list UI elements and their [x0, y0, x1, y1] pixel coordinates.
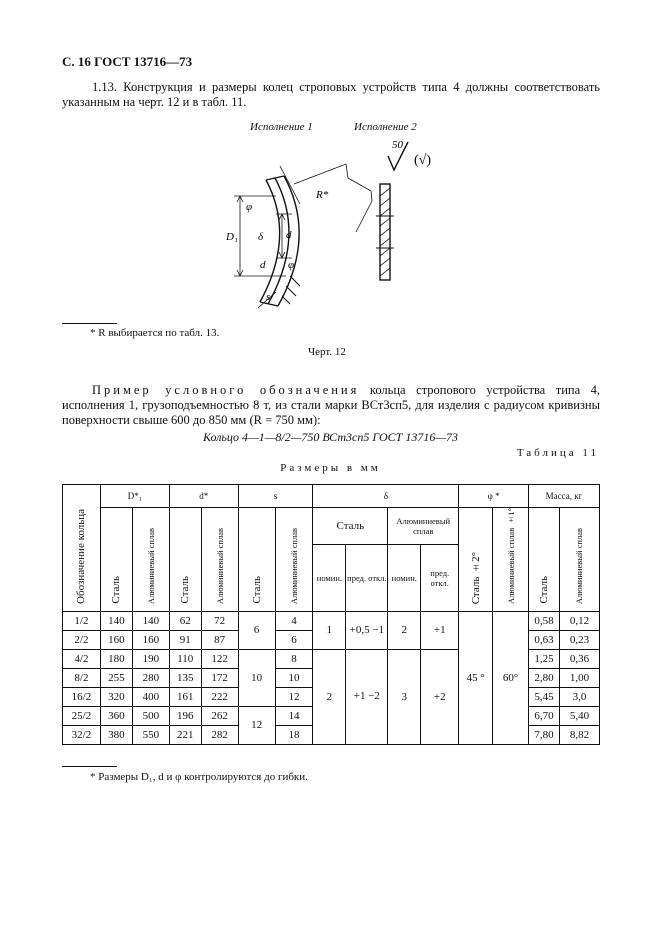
ring-mid-arc [268, 178, 289, 304]
intro-paragraph [62, 80, 600, 110]
table-11 [62, 484, 600, 745]
delta-al-nom-1: 2 [388, 611, 421, 649]
th-d-steel: Сталь [169, 508, 201, 612]
roughness-paren: (√) [414, 153, 432, 168]
phi-steel: 45 ° [459, 611, 493, 744]
th-mass: Масса, кг [529, 485, 600, 508]
roughness-value: 50 [392, 139, 403, 151]
th-phi-steel: Сталь ±2° [459, 508, 493, 612]
table-row: 2/2 160 160 91 87 6 0,63 0,23 [63, 630, 600, 649]
th-D1: D*₁ [100, 485, 169, 508]
delta-st-nom-2: 2 [313, 649, 346, 744]
th-delta-al: Алюминиевый сплав [388, 508, 459, 545]
th-D1-al: Алюминиевый сплав [132, 508, 169, 612]
delta-st-dev-2: +1 −2 [346, 649, 388, 744]
ring-drawing [196, 136, 466, 316]
delta-st-dev-1: +0,5 −1 [346, 611, 388, 649]
label-phi2: φ [288, 259, 295, 271]
label-s: s [266, 291, 271, 303]
label-R: R* [316, 189, 329, 201]
th-delta-st-nom: номин. [313, 544, 346, 611]
label-d2: d [260, 259, 266, 271]
table-row: 25/2 360 500 196 262 12 14 6,70 5,40 [63, 706, 600, 725]
th-phi-al: Алюминиевый сплав ±1° [493, 508, 529, 612]
th-s-steel: Сталь [238, 508, 275, 612]
figure-caption: Черт. 12 [308, 346, 346, 358]
label-d: d [286, 229, 292, 241]
label-phi: φ [246, 201, 253, 213]
footnote-divider-2 [62, 766, 117, 767]
example-paragraph [62, 383, 600, 428]
s-steel-group-2: 10 [238, 649, 275, 706]
table-row: 4/2 180 190 110 122 10 8 2 +1 −2 3 +2 1,25 0,36 [63, 649, 600, 668]
th-d-al: Алюминиевый сплав [201, 508, 238, 612]
th-ring: Обозначение кольца [63, 485, 101, 612]
version-1-label: Исполнение 1 [250, 121, 313, 133]
s-steel-group-1: 6 [238, 611, 275, 649]
th-delta-al-nom: номин. [388, 544, 421, 611]
th-s: s [238, 485, 313, 508]
th-mass-steel: Сталь [529, 508, 560, 612]
delta-al-dev-2: +2 [421, 649, 459, 744]
table-row: 1/2 140 140 62 72 6 4 1 +0,5 −1 2 +1 45 ° 60° 0,58 0,12 [63, 611, 600, 630]
th-D1-steel: Сталь [100, 508, 132, 612]
table-row: 8/2 255 280 135 172 10 2,80 1,00 [63, 668, 600, 687]
label-delta: δ [258, 231, 264, 243]
th-s-al: Алюминиевый сплав [275, 508, 313, 612]
phi-al: 60° [493, 611, 529, 744]
delta-al-nom-2: 3 [388, 649, 421, 744]
th-delta-st-dev: пред. откл. [346, 544, 388, 611]
th-d: d* [169, 485, 238, 508]
footnote-2: * Размеры D₁, d и φ контролируются до гибки. [90, 771, 308, 783]
table-row: 16/2 320 400 161 222 12 5,45 3,0 [63, 687, 600, 706]
example-text: кольца стропового устройства типа 4, исполнения 1, грузоподъемностью 8 т, из стали марки ВСт3сп5, для изделия с радиусом кривизны поверхности свыше 600 до 850 мм (R = 750 мм): [62, 383, 600, 427]
th-delta-al-dev: пред. откл. [421, 544, 459, 611]
s-steel-group-3: 12 [238, 706, 275, 744]
hatch-lines [282, 276, 300, 304]
table-title: Размеры в мм [280, 462, 381, 474]
table-number: Таблица 11 [516, 447, 599, 459]
footnote-1: * R выбирается по табл. 13. [90, 327, 220, 339]
th-mass-al: Алюминиевый сплав [559, 508, 599, 612]
table-row: 32/2 380 550 221 282 18 7,80 8,82 [63, 725, 600, 744]
th-delta-steel: Сталь [313, 508, 388, 545]
page-header: С. 16 ГОСТ 13716—73 [62, 54, 193, 69]
intro-text: 1.13. Конструкция и размеры колец строповых устройств типа 4 должны соответствовать указанным на черт. 12 и в табл. 11. [62, 80, 600, 109]
footnote-divider-1 [62, 323, 117, 324]
example-heading: Пример условного обозначения [92, 383, 360, 397]
version-2-label: Исполнение 2 [354, 121, 417, 133]
example-designation: Кольцо 4—1—8/2—750 ВСт3сп5 ГОСТ 13716—73 [202, 430, 458, 444]
th-delta: δ [313, 485, 459, 508]
label-D1: D₁ [226, 231, 238, 243]
delta-st-nom-1: 1 [313, 611, 346, 649]
delta-al-dev-1: +1 [421, 611, 459, 649]
th-phi: φ * [459, 485, 529, 508]
